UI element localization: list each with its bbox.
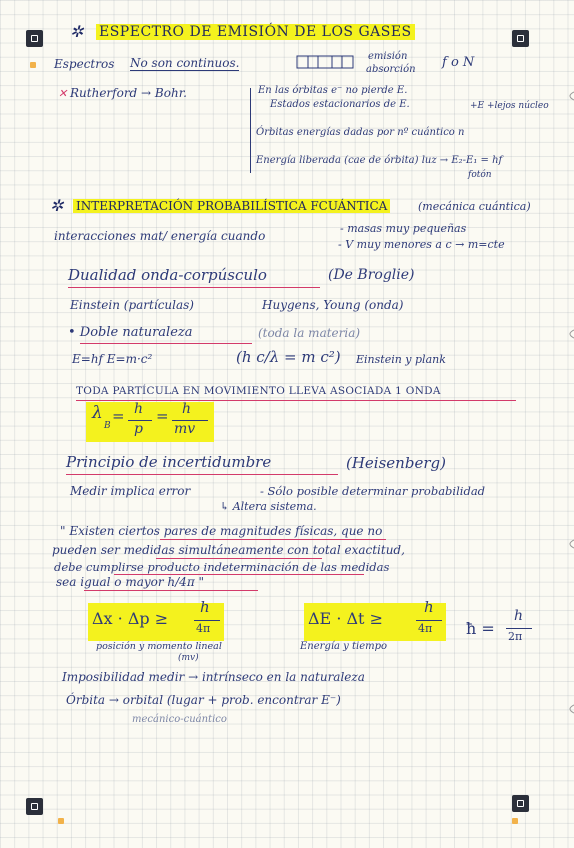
huygens-onda: Huygens, Young (onda) xyxy=(262,298,404,312)
einstein-plank: Einstein y plank xyxy=(356,353,446,366)
orange-dot-tl xyxy=(30,62,36,68)
altera-sistema: ↳ Altera sistema. xyxy=(220,500,317,513)
corner-marker-bottom-left xyxy=(26,798,43,815)
eq-hc-lambda: (h c/λ = m c²) xyxy=(236,348,341,366)
bohr-point-2: Estados estacionarios de E. xyxy=(270,99,410,110)
energia-tiempo: Energía y tiempo xyxy=(300,641,388,652)
principio-title: Principio de incertidumbre xyxy=(66,453,272,471)
quote-ul-3 xyxy=(114,574,364,575)
dx-den: 4π xyxy=(196,622,211,635)
lambda-symbol: λ xyxy=(92,403,103,423)
bohr-bracket xyxy=(250,88,251,173)
eq-energia: E=hf E=m·c² xyxy=(72,352,153,366)
mecanico-cuantico: mecánico-cuántico xyxy=(132,714,227,725)
imposibilidad: Imposibilidad medir → intrínseco en la naturaleza xyxy=(62,670,365,684)
toda-materia: (toda la materia) xyxy=(258,326,361,340)
no-son-continuos: No son continuos. xyxy=(130,56,240,70)
emision-label: emisión xyxy=(368,51,408,62)
orbita-orbital: Órbita → orbital (lugar + prob. encontrar E⁻) xyxy=(66,693,341,707)
binder-rings xyxy=(562,0,574,848)
quote-line-2: pueden ser medidas simultáneamente con total exactitud, xyxy=(52,543,405,557)
quote-ul-2 xyxy=(156,558,322,559)
quote-line-4: sea igual o mayor h/4π " xyxy=(56,575,205,589)
x-mark-icon: ✕ xyxy=(58,87,68,100)
page-title: ESPECTRO DE EMISIÓN DE LOS GASES xyxy=(96,24,415,40)
rutherford-bohr: Rutherford → Bohr. xyxy=(70,86,187,100)
mv-label: (mv) xyxy=(178,653,199,663)
spectrum-box xyxy=(296,55,356,71)
dualidad-title: Dualidad onda-corpúsculo xyxy=(68,266,267,284)
quote-line-1: " Existen ciertos pares de magnitudes físicas, que no xyxy=(60,524,383,538)
quote-ul-4 xyxy=(84,590,258,591)
absorcion-label: absorción xyxy=(366,64,416,75)
eq-sign-1: = xyxy=(112,407,125,425)
bohr-point-2b: +E +lejos núcleo xyxy=(470,101,549,111)
de-dt: ΔE · Δt ≥ xyxy=(308,609,383,628)
v-menores: - V muy menores a c → m=cte xyxy=(338,238,505,251)
lambda-sub: B xyxy=(104,421,111,431)
bohr-point-1: En las órbitas e⁻ no pierde E. xyxy=(258,85,408,96)
orange-dot-br xyxy=(512,818,518,824)
frac2-den: mv xyxy=(174,421,196,437)
quote-line-3: debe cumplirse producto indeterminación de las medidas xyxy=(54,560,390,574)
section2-title: INTERPRETACIÓN PROBABILÍSTICA FCUÁNTICA xyxy=(73,199,390,213)
de-broglie: (De Broglie) xyxy=(328,267,415,283)
corner-marker-bottom-right xyxy=(512,795,529,812)
hbar-eq: ħ = xyxy=(466,619,495,638)
de-den: 4π xyxy=(418,622,433,635)
dualidad-underline xyxy=(68,287,320,288)
doble-underline xyxy=(80,343,252,344)
de-frac-bar xyxy=(416,620,442,621)
einstein-particulas: Einstein (partículas) xyxy=(70,298,194,312)
corner-marker-top-right xyxy=(512,30,529,47)
foton-label: fotón xyxy=(468,170,492,180)
hbar-den: 2π xyxy=(508,630,523,643)
principio-underline xyxy=(66,474,338,475)
dx-num: h xyxy=(200,598,210,616)
dx-frac-bar xyxy=(194,620,220,621)
masas-pequenas: - masas muy pequeñas xyxy=(340,222,467,235)
frac2-num: h xyxy=(182,401,192,417)
orange-dot-bl xyxy=(58,818,64,824)
bohr-point-3: Órbitas energías dadas por nº cuántico n xyxy=(256,127,465,138)
corner-marker-top-left xyxy=(26,30,43,47)
quote-ul-1 xyxy=(160,539,386,540)
fond-label: f o N xyxy=(442,55,475,70)
hbar-num: h xyxy=(514,608,524,624)
toda-particula: TODA PARTÍCULA EN MOVIMIENTO LLEVA ASOCIADA 1 ONDA xyxy=(76,385,441,397)
section2-paren: (mecánica cuántica) xyxy=(418,200,531,213)
star-icon-2: ✲ xyxy=(50,196,64,215)
hbar-frac-bar xyxy=(506,628,532,629)
eq-sign-2: = xyxy=(156,407,169,425)
star-icon: ✲ xyxy=(70,22,84,41)
frac1-num: h xyxy=(134,401,144,417)
solo-probabilidad: - Sólo posible determinar probabilidad xyxy=(260,484,486,498)
bohr-point-4: Energía liberada (cae de órbita) luz → E₂-E₁ = hf xyxy=(256,155,503,166)
posicion-momento: posición y momento lineal xyxy=(96,641,222,652)
de-num: h xyxy=(424,598,434,616)
medir-error: Medir implica error xyxy=(70,484,191,498)
doble-naturaleza: • Doble naturaleza xyxy=(68,325,193,340)
dx-dp: Δx · Δp ≥ xyxy=(92,609,169,628)
heisenberg: (Heisenberg) xyxy=(346,454,446,472)
espectros-label: Espectros xyxy=(54,57,115,71)
frac1-den: p xyxy=(134,421,143,437)
interacciones: interacciones mat/ energía cuando xyxy=(54,229,266,243)
